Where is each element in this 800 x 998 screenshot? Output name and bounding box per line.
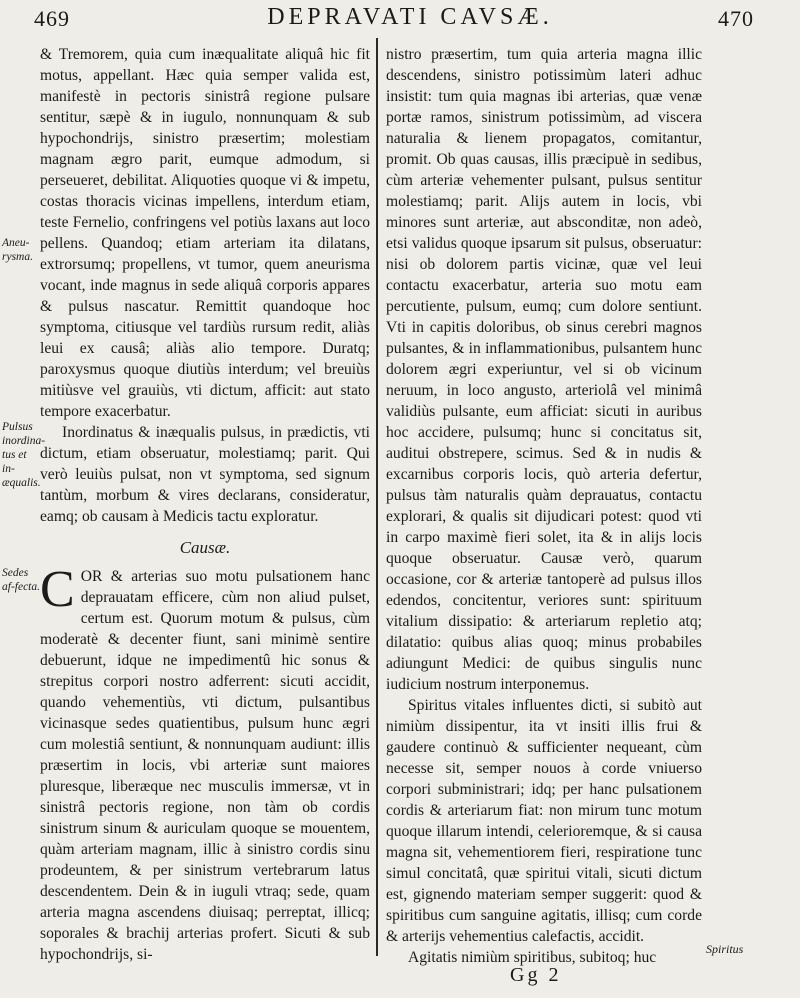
running-title: DEPRAVATI CAVSÆ. <box>267 4 553 30</box>
section-heading: Causæ. <box>179 538 231 557</box>
margin-note-pulsus: Pulsus inordina-tus et in-æqualis. <box>2 421 46 489</box>
margin-note-sedes: Sedes af-fecta. <box>2 567 40 593</box>
column-divider <box>376 38 378 956</box>
paragraph-with-initial <box>40 561 370 965</box>
drop-cap: C <box>40 561 75 618</box>
paragraph: Spiritus vitales influentes dicti, si subitò aut nimiùm dissipentur, ita vt insiti illis frui & gaudere continuò & sufficienter nequeant, cùm necesse sit, semper nouos à corde vniuerso corpori subministrari; idq; per hanc pulsationem cordis & arteriarum fiat: non mirum tunc motum quoque illarum intendi, celerioremque, & si causa magna sit, vehementiorem fieri, respiratione tunc simul concitatâ, quæ spiritui vitali, sicuti dictum est, gignendo materiam semper suggerit: quod & spiritibus cum sanguine agitatis, illisq; cum corde & arterijs vehementius calefactis, accidit. <box>386 697 702 945</box>
paragraph: Inordinatus & inæqualis pulsus, in prædictis, vti dictum, etiam obseruatur, molestiamq; parit. Qui verò leuiùs pulsat, non vt symptoma, sed signum tantùm, morbum & vires declarans, consideratur, eamq; ob causam à Medicis tactu exploratur. <box>40 424 370 525</box>
right-page-number: 470 <box>718 6 754 31</box>
margin-note-aneurysma: Aneu-rysma. <box>2 237 33 263</box>
left-column <box>40 44 370 965</box>
paragraph: nistro præsertim, tum quia arteria magna illic descendens, sinistro potissimùm lateri adhuc insistit: tum quia magnas ibi arterias, quæ venæ portæ ramos, sinistrum potissimùm, ad viscera naturalia & lienem propagatos, comitantur, promit. Ob quas causas, illis præcipuè in sedibus, cùm arteriæ vehementer pulsant, pulsus sentitur molestiamq; parit. Alijs autem in locis, vbi minores sunt arteriæ, aut absconditæ, non adeò, etsi validus quoque ipsarum sit pulsus, obseruatur: nisi ob dolorem partis vicinæ, quæ vel leui contactu exacerbatur, arteria suo motu eam percutiente, pulsum, eumq; cum dolore sentiunt. Vti in capitis doloribus, ob sinus cerebri magnos pulsantes, & in inflammationibus, pulsantem hunc dolorem ægri experiuntur, vel si ob vicinum neruum, in loco angusto, arteriolâ vel minimâ validiùs pulsante, eum afficiat: sicuti in auribus hoc accidere, pulsumq; hunc si concitatus sit, auditui obstrepere, scimus. Sed & in nudis & excarnibus corporis locis, quò arteria defertur, pulsus tàm naturalis quàm deprauatus, contactu explorari, & qualis sit dijudicari potest: quod vti in carpo maximè fieri solet, ita & in alijs locis quoque obseruatur. Causæ verò, quarum occasione, cor & arteriæ tantoperè ad pulsus illos edendos, concitentur, veriores sunt: spirituum vitalium dissipatio: & arteriarum repletio atq; dilatatio: quibus alias quoq; minus probabiles adiungunt Medici: de quibus singulis nunc iudicium nostrum interponemus. <box>386 46 702 693</box>
margin-note-spiritus: Spiritus <box>706 942 744 956</box>
left-page-number: 469 <box>34 6 70 31</box>
paragraph: Agitatis nimiùm spiritibus, subitoq; huc <box>408 949 657 966</box>
right-column <box>386 44 702 968</box>
signature-mark: Gg 2 <box>510 964 562 986</box>
paragraph: & Tremorem, quia cum inæqualitate aliquâ hic fit motus, appellant. Hæc quia semper valida est, manifestè in pectoris sinistrâ regione pulsare sentitur, sæpè & in iugulo, nonnunquam & sub hypochondrijs, sinistro præsertim; molestiam magnam ægro parit, eumque admodum, si perseueret, debilitat. Aliquoties quoque vi & impetu, costas thoracis vicinas impellens, interdum etiam, teste Fernelio, confringens vel potiùs laxans aut loco pellens. Quandoq; etiam arteriam ita dilatans, extrorsumq; propellens, vt tumor, quem aneurisma vocant, inde magnus in sede aliquâ corporis appares & pulsus nascatur. Remittit quandoque hoc symptoma, citiusque vel tardiùs rursum redit, aliàs leui ex causâ; aliàs alio tempore. Duratq; paroxysmus quoque diutiùs interdum; vel breuiùs mitiùsve vel grauiùs, vti dictum, afficit: aut stato tempore exacerbatur. <box>40 46 370 420</box>
paragraph-text: OR & arterias suo motu pulsationem hanc deprauatam efficere, cùm non aliud pulset, certum est. Quorum motum & pulsus, cùm moderatè & decenter fiunt, sani minimè sentire debuerunt, idque ne impedimentû hic sonus & strepitus corpori nostro adferrent: sicuti accidit, quando vehementiùs, vti dictum, pulsantibus vicinasque sedes quatientibus, pulsum hunc ægri cum molestiâ sentiunt, & nonnunquam audiunt: illis præsertim in locis, vbi arteriæ sunt maiores pluresque, liberæque nec musculis immersæ, vt in sinistrâ pectoris regione, non tàm ob cordis sinistrum sinum & auriculam quoque se mouentem, quàm arteriam magnam, illic à sinistro cordis sinu prodeuntem, & per sinistrum vertebrarum latus descendentem. Dein & in iuguli vtraq; sede, quam arteria magna ascendens diuisaq; perreptat, illicq; soporales & brachij arterias profert. Sicuti & sub hypochondrijs, si- <box>40 568 370 963</box>
